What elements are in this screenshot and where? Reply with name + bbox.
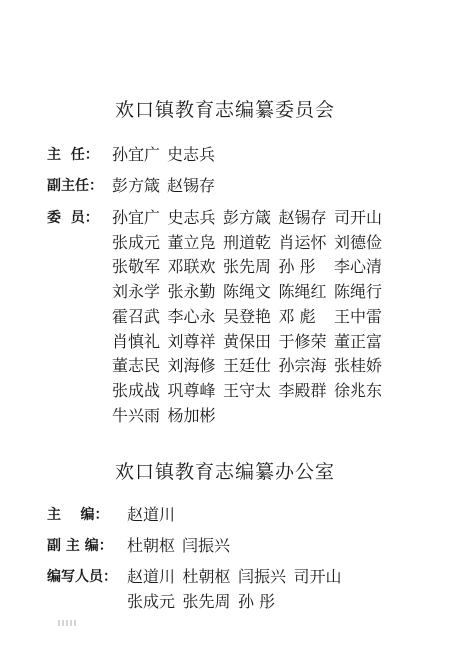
member-name: 陈绳红 xyxy=(278,282,327,302)
vice-chair-name: 赵锡存 xyxy=(167,176,216,195)
member-name: 王廷仕 xyxy=(223,356,272,376)
member-name: 李殿群 xyxy=(278,380,327,400)
member-name: 邓联欢 xyxy=(167,257,216,277)
member-name: 陈绳文 xyxy=(223,282,272,302)
member-name: 张成元 xyxy=(112,232,161,252)
member-name: 陈绳行 xyxy=(334,282,383,302)
member-name: 徐兆东 xyxy=(334,380,383,400)
vice-editor-name: 闫振兴 xyxy=(182,536,231,555)
editor-name: 赵道川 xyxy=(127,505,176,524)
member-name: 张桂娇 xyxy=(334,356,383,376)
member-name: 张先周 xyxy=(223,257,272,277)
members-label: 委 员： xyxy=(47,210,99,226)
member-name: 张成战 xyxy=(112,380,161,400)
writer-name: 孙 彤 xyxy=(238,592,276,611)
member-name: 肖运怀 xyxy=(278,232,327,252)
writer-name: 赵道川 xyxy=(127,567,176,586)
writer-name: 张先周 xyxy=(182,592,231,611)
member-name: 巩尊峰 xyxy=(167,380,216,400)
member-name: 张敬军 xyxy=(112,257,161,277)
member-name: 赵锡存 xyxy=(278,208,327,227)
chair-name: 孙宜广 xyxy=(112,145,161,164)
member-name: 王中雷 xyxy=(334,306,383,326)
member-name: 孙 彤 xyxy=(278,257,316,277)
member-name: 李心永 xyxy=(167,306,216,326)
committee-title: 欢口镇教育志编纂委员会 xyxy=(114,99,335,121)
office-title: 欢口镇教育志编纂办公室 xyxy=(114,461,335,483)
member-name: 孙宜广 xyxy=(112,208,161,227)
vice-chair-name: 彭方箴 xyxy=(112,176,161,195)
writer-name: 闫振兴 xyxy=(238,567,287,586)
member-name: 刑道乾 xyxy=(223,232,272,252)
scan-speck xyxy=(58,620,76,626)
member-name: 邓 彪 xyxy=(278,306,316,326)
member-name: 王守太 xyxy=(223,380,272,400)
chair-label: 主 任： xyxy=(47,147,99,163)
member-name: 霍召武 xyxy=(112,306,161,326)
member-name: 彭方箴 xyxy=(223,208,272,227)
member-name: 肖慎礼 xyxy=(112,331,161,351)
member-name: 董立凫 xyxy=(167,232,216,252)
member-name: 刘德俭 xyxy=(334,232,383,252)
member-name: 于修荣 xyxy=(278,331,327,351)
member-name: 杨加彬 xyxy=(167,405,216,425)
writers-label: 编写人员： xyxy=(47,569,117,585)
member-name: 黄保田 xyxy=(223,331,272,351)
member-name: 刘海修 xyxy=(167,356,216,376)
member-name: 李心清 xyxy=(334,257,383,277)
member-name: 张永勤 xyxy=(167,282,216,302)
writer-name: 张成元 xyxy=(127,592,176,611)
writer-name: 杜朝枢 xyxy=(182,567,231,586)
chair-name: 史志兵 xyxy=(167,145,216,164)
member-name: 吴登艳 xyxy=(223,306,272,326)
member-name: 史志兵 xyxy=(167,208,216,227)
vice-editor-label: 副 主 编： xyxy=(47,538,113,554)
editor-label: 主 编： xyxy=(47,507,109,523)
member-name: 司开山 xyxy=(334,208,383,227)
vice-editor-name: 杜朝枢 xyxy=(127,536,176,555)
writer-name: 司开山 xyxy=(293,567,342,586)
member-name: 牛兴雨 xyxy=(112,405,161,425)
member-name: 刘尊祥 xyxy=(167,331,216,351)
member-name: 董志民 xyxy=(112,356,161,376)
member-name: 董正富 xyxy=(334,331,383,351)
vice-chair-label: 副主任： xyxy=(47,178,103,194)
member-name: 孙宗海 xyxy=(278,356,327,376)
member-name: 刘永学 xyxy=(112,282,161,302)
